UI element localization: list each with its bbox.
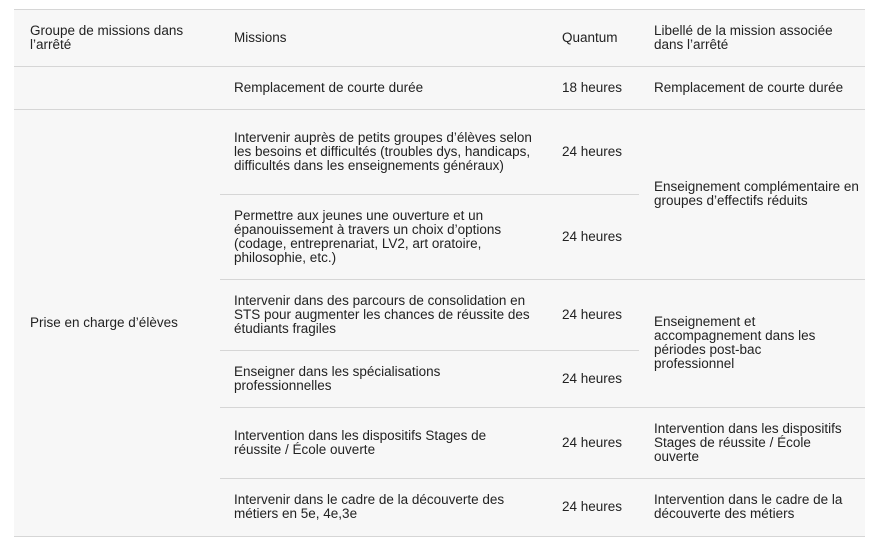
quantum-text: 24 heures [562,370,623,386]
libelle-text: Intervention dans le cadre de la découverte des métiers [654,492,843,521]
table-row-quantum [562,109,642,194]
libelle-text: Enseignement complémentaire en groupes d’effectifs réduits [654,179,859,208]
mission-text: Intervenir auprès de petits groupes d’élèves selon les besoins et difficultés (troubles dys, handicaps, difficultés dans les enseignements généraux) [234,129,532,173]
table-row-quantum [562,478,642,536]
quantum-text: 24 heures [562,143,623,159]
table-row-libelle [654,66,859,109]
header-libelle [654,9,854,66]
table-row-mission [234,279,539,350]
table-row-mission [234,194,534,279]
mission-text: Permettre aux jeunes une ouverture et un épanouissement à travers un choix d’options (codage, entreprenariat, LV2, art oratoire, philosophie, etc.) [234,207,502,265]
quantum-text: 24 heures [562,499,623,514]
mission-text: Intervenir dans des parcours de consolidation en STS pour augmenter les chances de réussite des étudiants fragiles [234,292,530,336]
table-row-mission [234,66,544,109]
header-libelle-text: Libellé de la mission associée dans l’arrêté [654,22,833,52]
libelle-text: Enseignement et accompagnement dans les périodes post-bac professionnel [654,314,816,371]
missions-table [14,9,865,537]
header-missions-text: Missions [234,29,287,45]
quantum-text: 18 heures [562,79,623,95]
table-row-quantum [562,194,642,279]
row-divider [14,536,865,537]
group-prise-en-charge [30,109,206,536]
quantum-text: 24 heures [562,306,623,322]
table-row-mission [234,109,539,194]
table-row-mission [234,478,534,536]
mission-text: Enseigner dans les spécialisations professionnelles [234,363,441,393]
table-row-quantum [562,66,642,109]
libelle-post-bac [654,279,844,407]
table-row-libelle [654,478,859,536]
quantum-text: 24 heures [562,434,623,450]
table-row-mission [234,350,534,407]
header-groupe [30,9,206,66]
header-missions [234,9,534,66]
table-row-quantum [562,407,642,478]
libelle-text: Remplacement de courte durée [654,79,844,95]
table-row-quantum [562,350,642,407]
quantum-text: 24 heures [562,228,623,244]
mission-text: Intervention dans les dispositifs Stages de réussite / École ouverte [234,427,487,457]
mission-text: Intervenir dans le cadre de la découverte des métiers en 5e, 4e,3e [234,492,505,521]
mission-text: Remplacement de courte durée [234,79,424,95]
header-groupe-text: Groupe de missions dans l’arrêté [30,22,184,52]
table-row-mission [234,407,534,478]
libelle-groupes-reduits [654,109,859,279]
table-row-libelle [654,407,859,478]
libelle-text: Intervention dans les dispositifs Stages de réussite / École ouverte [654,420,842,464]
header-quantum [562,9,642,66]
table-row-quantum [562,279,642,350]
header-quantum-text: Quantum [562,29,618,45]
group-text: Prise en charge d’élèves [30,314,178,330]
